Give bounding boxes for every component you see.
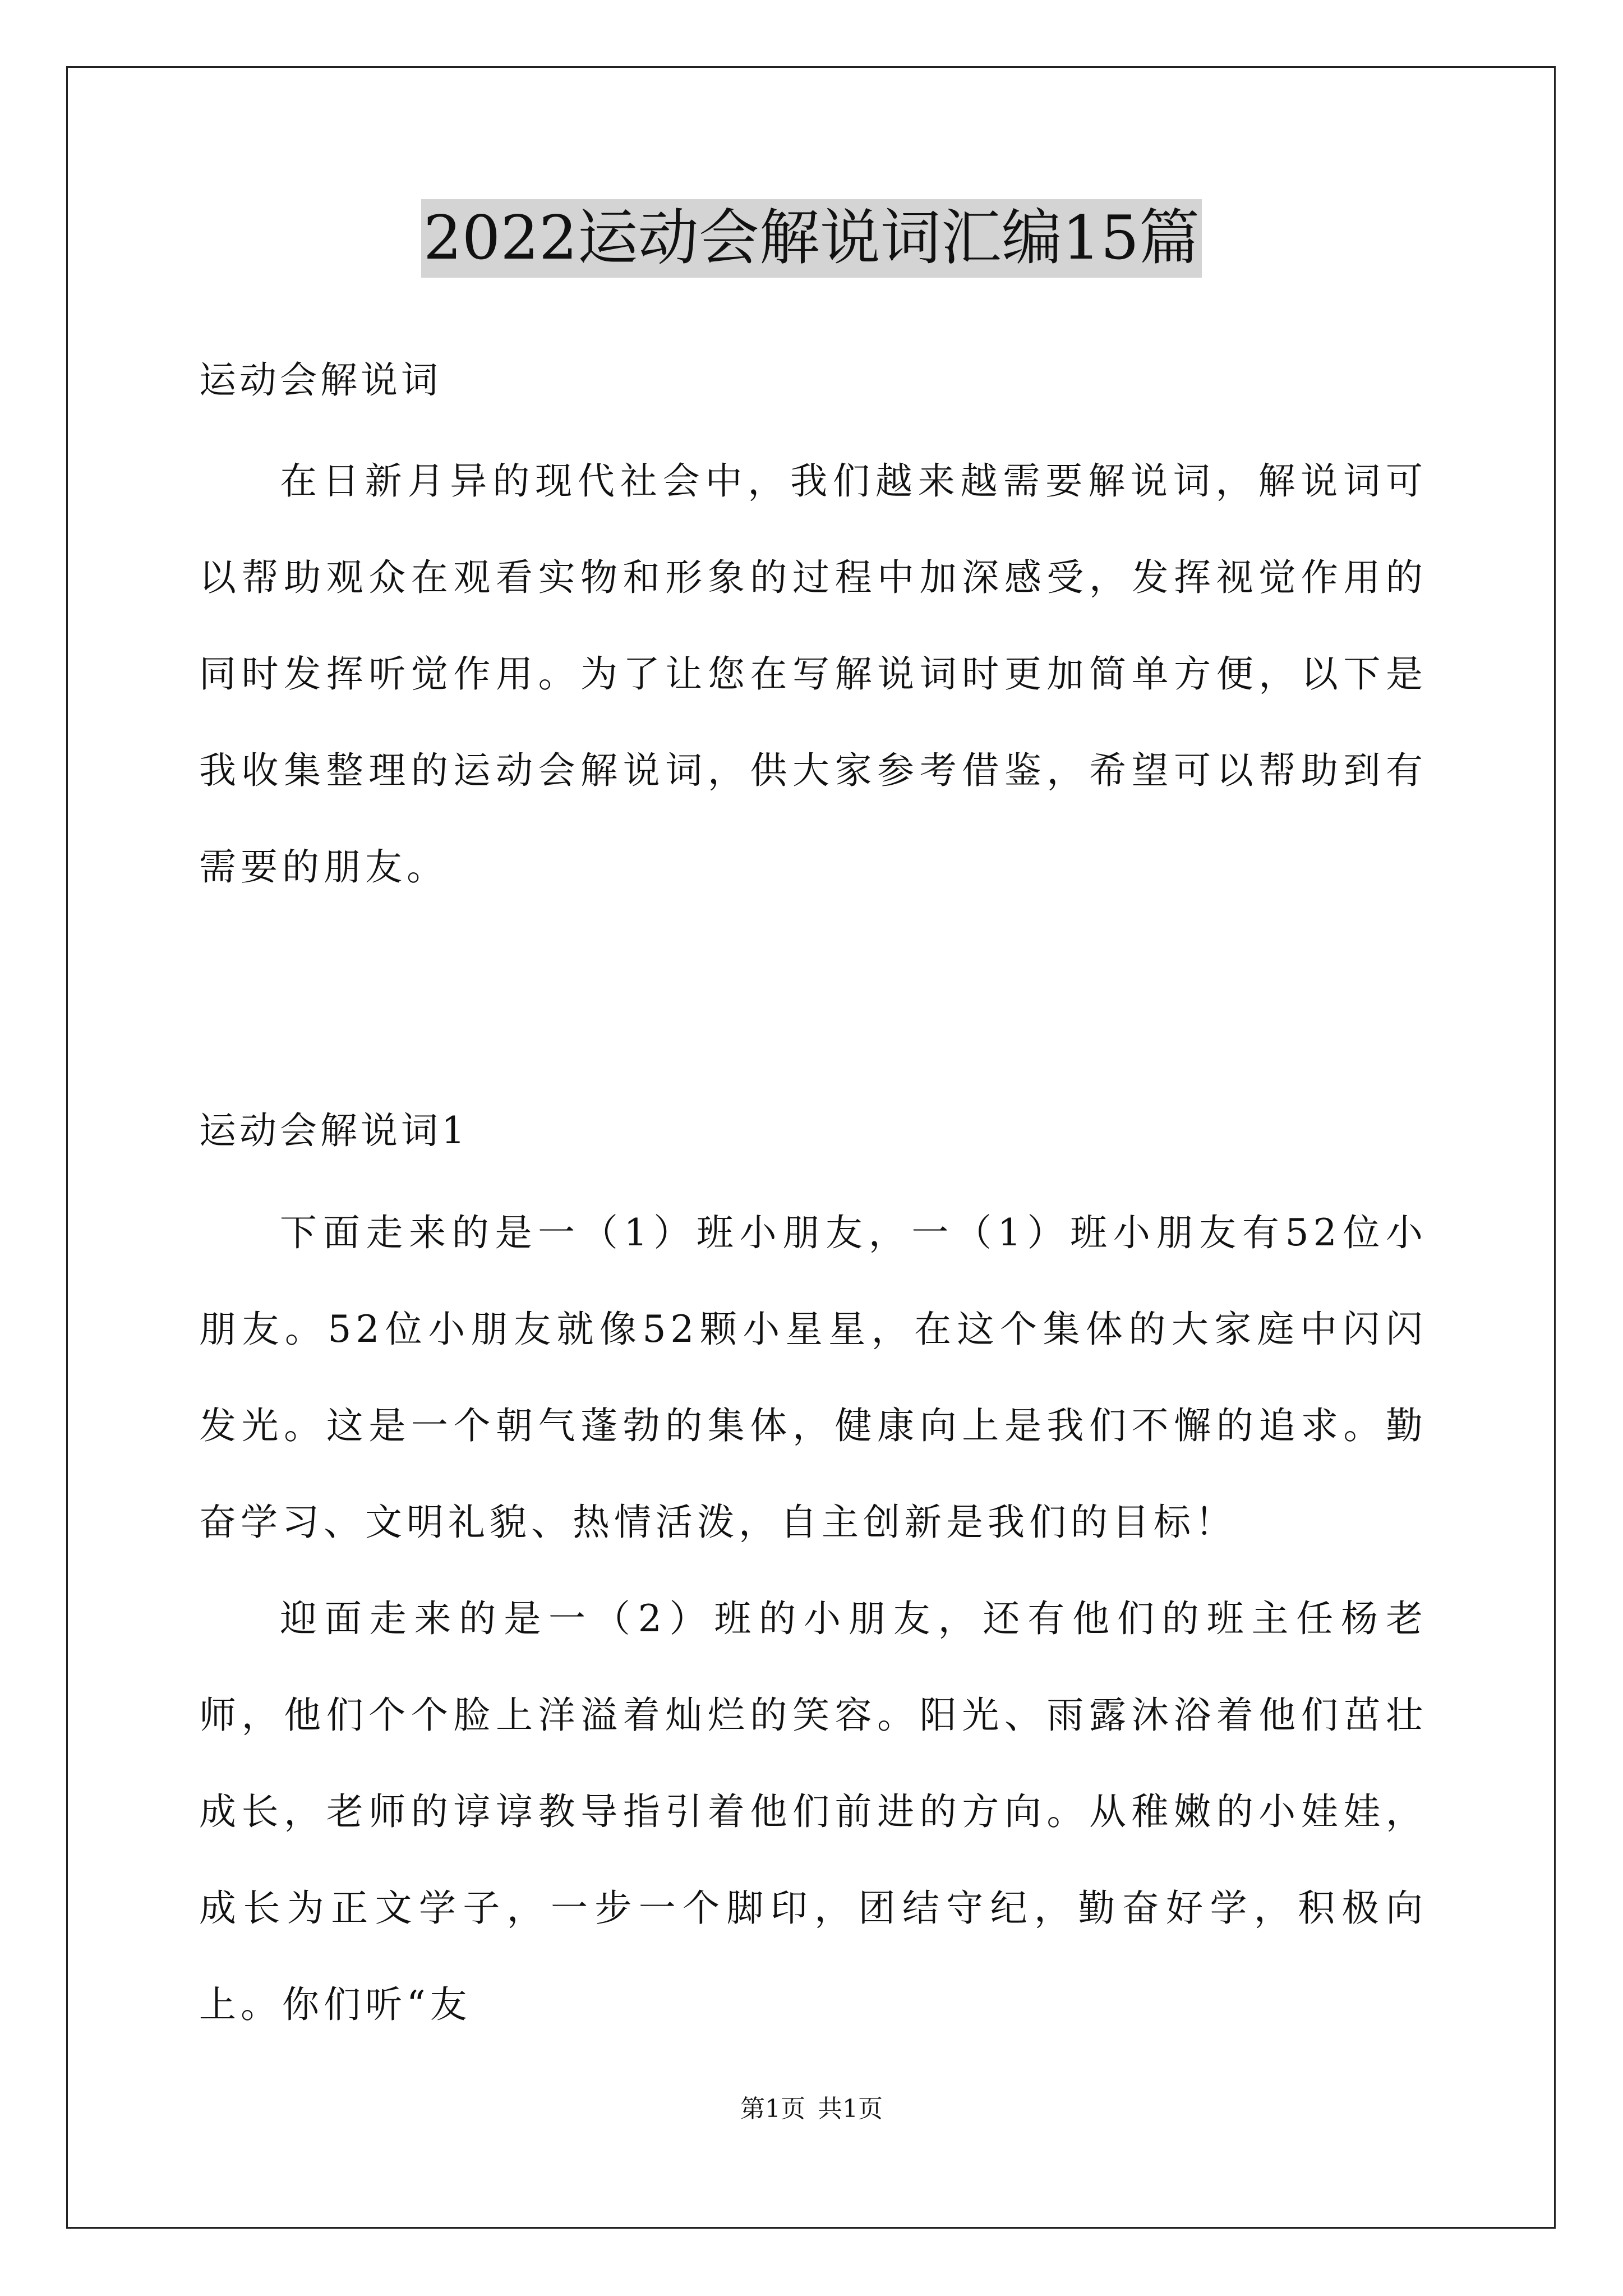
title-container [0,199,1623,278]
intro-heading: 运动会解说词 [199,358,441,402]
intro-section [199,433,1427,915]
section1-paragraph-2: 迎面走来的是一（2）班的小朋友，还有他们的班主任杨老师，他们个个脸上洋溢着灿烂的笑容。阳光、雨露沐浴着他们茁壮成长，老师的谆谆教导指引着他们前进的方向。从稚嫩的小娃娃，成长为正文学子，一步一个脚印，团结守纪，勤奋好学，积极向上。你们听“友 [199,1597,1427,2026]
page-footer [0,2092,1623,2126]
document-title: 2022运动会解说词汇编15篇 [421,199,1202,278]
section1-heading: 运动会解说词1 [199,1109,468,1152]
page-number: 第1页 [740,2095,805,2123]
page-total: 共1页 [818,2095,883,2123]
intro-paragraph: 在日新月异的现代社会中，我们越来越需要解说词，解说词可以帮助观众在观看实物和形象的过程中加深感受，发挥视觉作用的同时发挥听觉作用。为了让您在写解说词时更加简单方便，以下是我收集整理的运动会解说词，供大家参考借鉴，希望可以帮助到有需要的朋友。 [199,459,1427,889]
section1-body [199,1185,1427,2053]
section1-paragraph-1: 下面走来的是一（1）班小朋友，一（1）班小朋友有52位小朋友。52位小朋友就像52颗小星星，在这个集体的大家庭中闪闪发光。这是一个朝气蓬勃的集体，健康向上是我们不懈的追求。勤奋学习、文明礼貌、热情活泼，自主创新是我们的目标！ [199,1211,1427,1544]
